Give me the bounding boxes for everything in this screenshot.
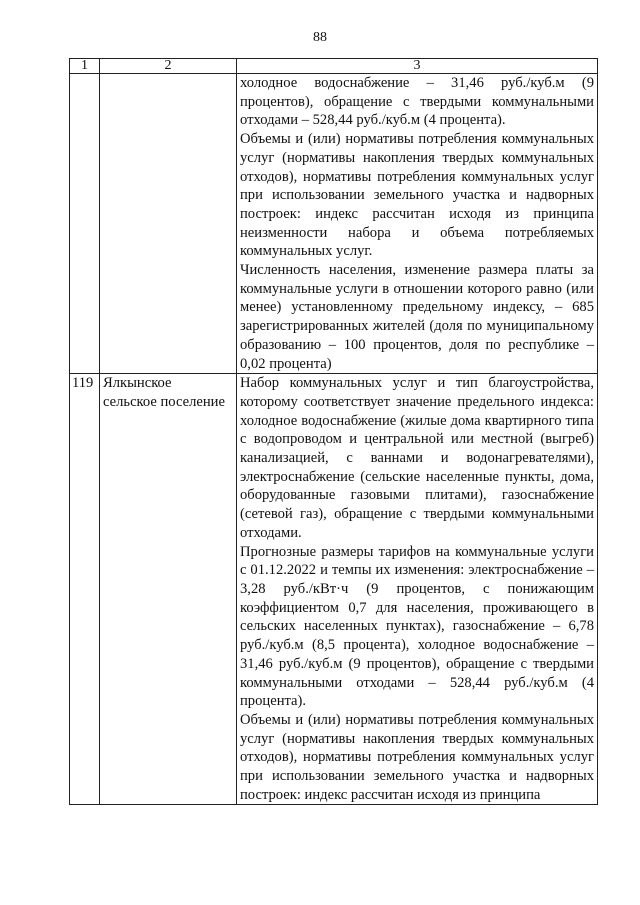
document-table — [69, 58, 598, 805]
description-cell — [237, 374, 598, 805]
description-paragraph: Численность населения, изменение размера платы за коммунальные услуги в отношении которого равно (или менее) установленному предельному индексу, – 685 зарегистрированных жителей (доля по муниципальному образованию – 100 процентов, доля по республике – 0,02 процента) — [240, 262, 594, 372]
column-header-number: 1 — [70, 59, 100, 74]
table-header-row — [70, 59, 598, 74]
settlement-name-line: сельское поселение — [103, 393, 225, 410]
table-row — [70, 74, 598, 374]
page-number: 88 — [313, 30, 327, 45]
table-header — [70, 59, 598, 74]
row-number-cell — [70, 74, 100, 374]
description-paragraph: Прогнозные размеры тарифов на коммунальные услуги с 01.12.2022 и темпы их изменения: электроснабжение – 3,28 руб./кВт·ч (9 процентов, с понижающим коэффициентом 0,7 для населения, проживающего в сельских населенных пунктах), газоснабжение – 6,78 руб./куб.м (8,5 процента), холодное водоснабжение – 31,46 руб./куб.м (9 процентов), обращение с твердыми коммунальными отходами – 528,44 руб./куб.м (4 процента). — [240, 543, 594, 710]
settlement-name-cell — [100, 74, 237, 374]
settlement-name-cell — [100, 374, 237, 805]
description-paragraph: Объемы и (или) нормативы потребления коммунальных услуг (нормативы накопления твердых коммунальных отходов), нормативы потребления коммунальных услуг при использовании земельного участка и надворных построек: индекс рассчитан исходя из принципа — [240, 711, 594, 803]
description-paragraph: Объемы и (или) нормативы потребления коммунальных услуг (нормативы накопления твердых коммунальных отходов), нормативы потребления коммунальных услуг при использовании земельного участка и надворных построек: индекс рассчитан исходя из принципа неизменности набора и объема потребляемых коммунальных услуг. — [240, 131, 594, 260]
description-cell — [237, 74, 598, 374]
description-paragraph: холодное водоснабжение – 31,46 руб./куб.м (9 процентов), обращение с твердыми коммунальными отходами – 528,44 руб./куб.м (4 процента). — [240, 75, 594, 129]
column-header-description: 3 — [237, 59, 598, 74]
description-paragraph: Набор коммунальных услуг и тип благоустройства, которому соответствует значение предельного индекса: холодное водоснабжение (жилые дома квартирного типа с водопроводом и центральной или местной (выгреб) канализацией, с ваннами и водонагревателями), электроснабжение (сельские населенные пункты, дома, оборудованные газовыми плитами), газоснабжение (сетевой газ), обращение с твердыми коммунальными отходами. — [240, 375, 594, 541]
column-header-name: 2 — [100, 59, 237, 74]
table-row — [70, 374, 598, 805]
row-number-cell: 119 — [70, 374, 100, 805]
settlement-name-line: Ялкынское — [103, 375, 172, 392]
